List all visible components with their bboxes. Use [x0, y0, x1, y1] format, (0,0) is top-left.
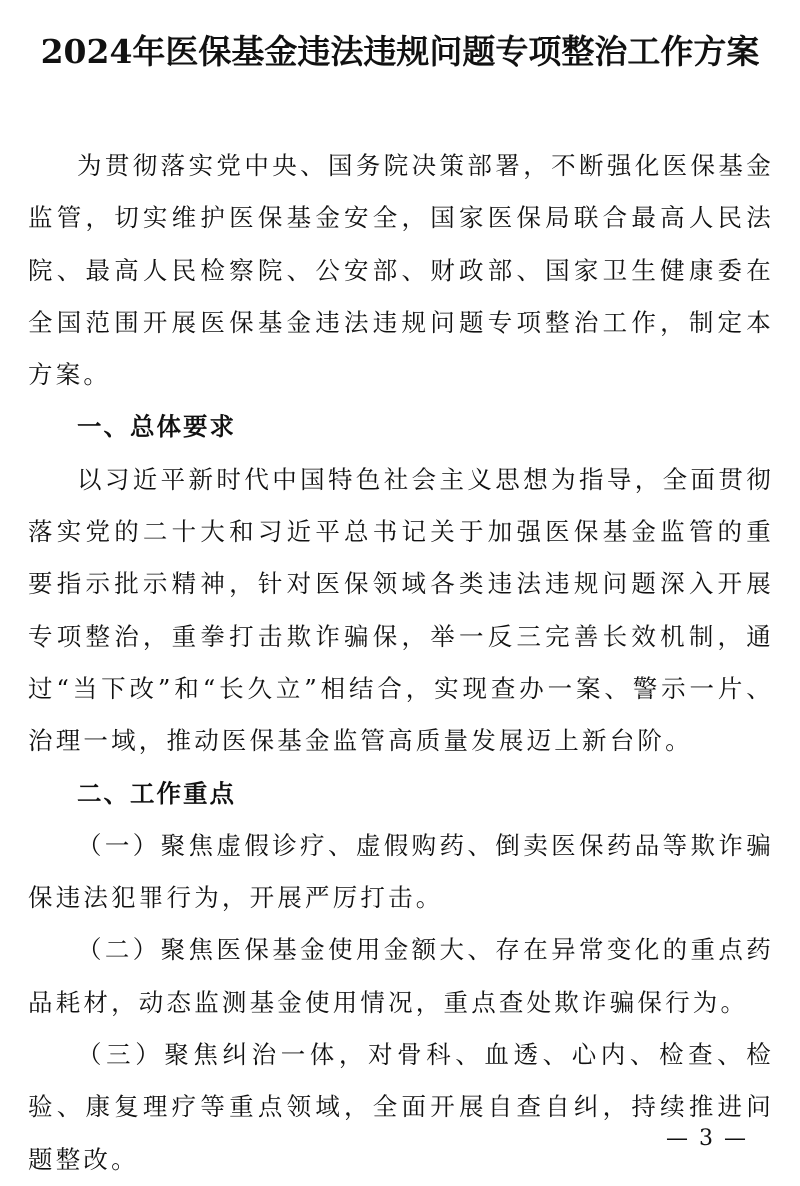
work-focus-item-3: （三）聚焦纠治一体，对骨科、血透、心内、检查、检验、康复理疗等重点领域，全面开展自查自纠，持续推进问题整改。	[28, 1040, 774, 1174]
section-heading-general-requirements: 一、总体要求	[77, 412, 236, 442]
page-number: — 3 —	[666, 1126, 748, 1151]
document-body	[28, 140, 774, 1186]
section-heading-work-focus: 二、工作重点	[77, 778, 236, 808]
document-title: 2024年医保基金违法违规问题专项整治工作方案	[40, 32, 760, 71]
work-focus-item-1: （一）聚焦虚假诊疗、虚假购药、倒卖医保药品等欺诈骗保违法犯罪行为，开展严厉打击。	[28, 830, 774, 913]
intro-paragraph: 为贯彻落实党中央、国务院决策部署，不断强化医保基金监管，切实维护医保基金安全，国家医保局联合最高人民法院、最高人民检察院、公安部、财政部、国家卫生健康委在全国范围开展医保基金违法违规问题专项整治工作，制定本方案。	[28, 151, 774, 390]
general-requirements-paragraph: 以习近平新时代中国特色社会主义思想为指导，全面贯彻落实党的二十大和习近平总书记关于加强医保基金监管的重要指示批示精神，针对医保领域各类违法违规问题深入开展专项整治，重拳打击欺诈骗保，举一反三完善长效机制，通过“当下改”和“长久立”相结合，实现查办一案、警示一片、治理一域，推动医保基金监管高质量发展迈上新台阶。	[28, 464, 774, 756]
work-focus-item-2: （二）聚焦医保基金使用金额大、存在异常变化的重点药品耗材，动态监测基金使用情况，重点查处欺诈骗保行为。	[28, 935, 774, 1017]
